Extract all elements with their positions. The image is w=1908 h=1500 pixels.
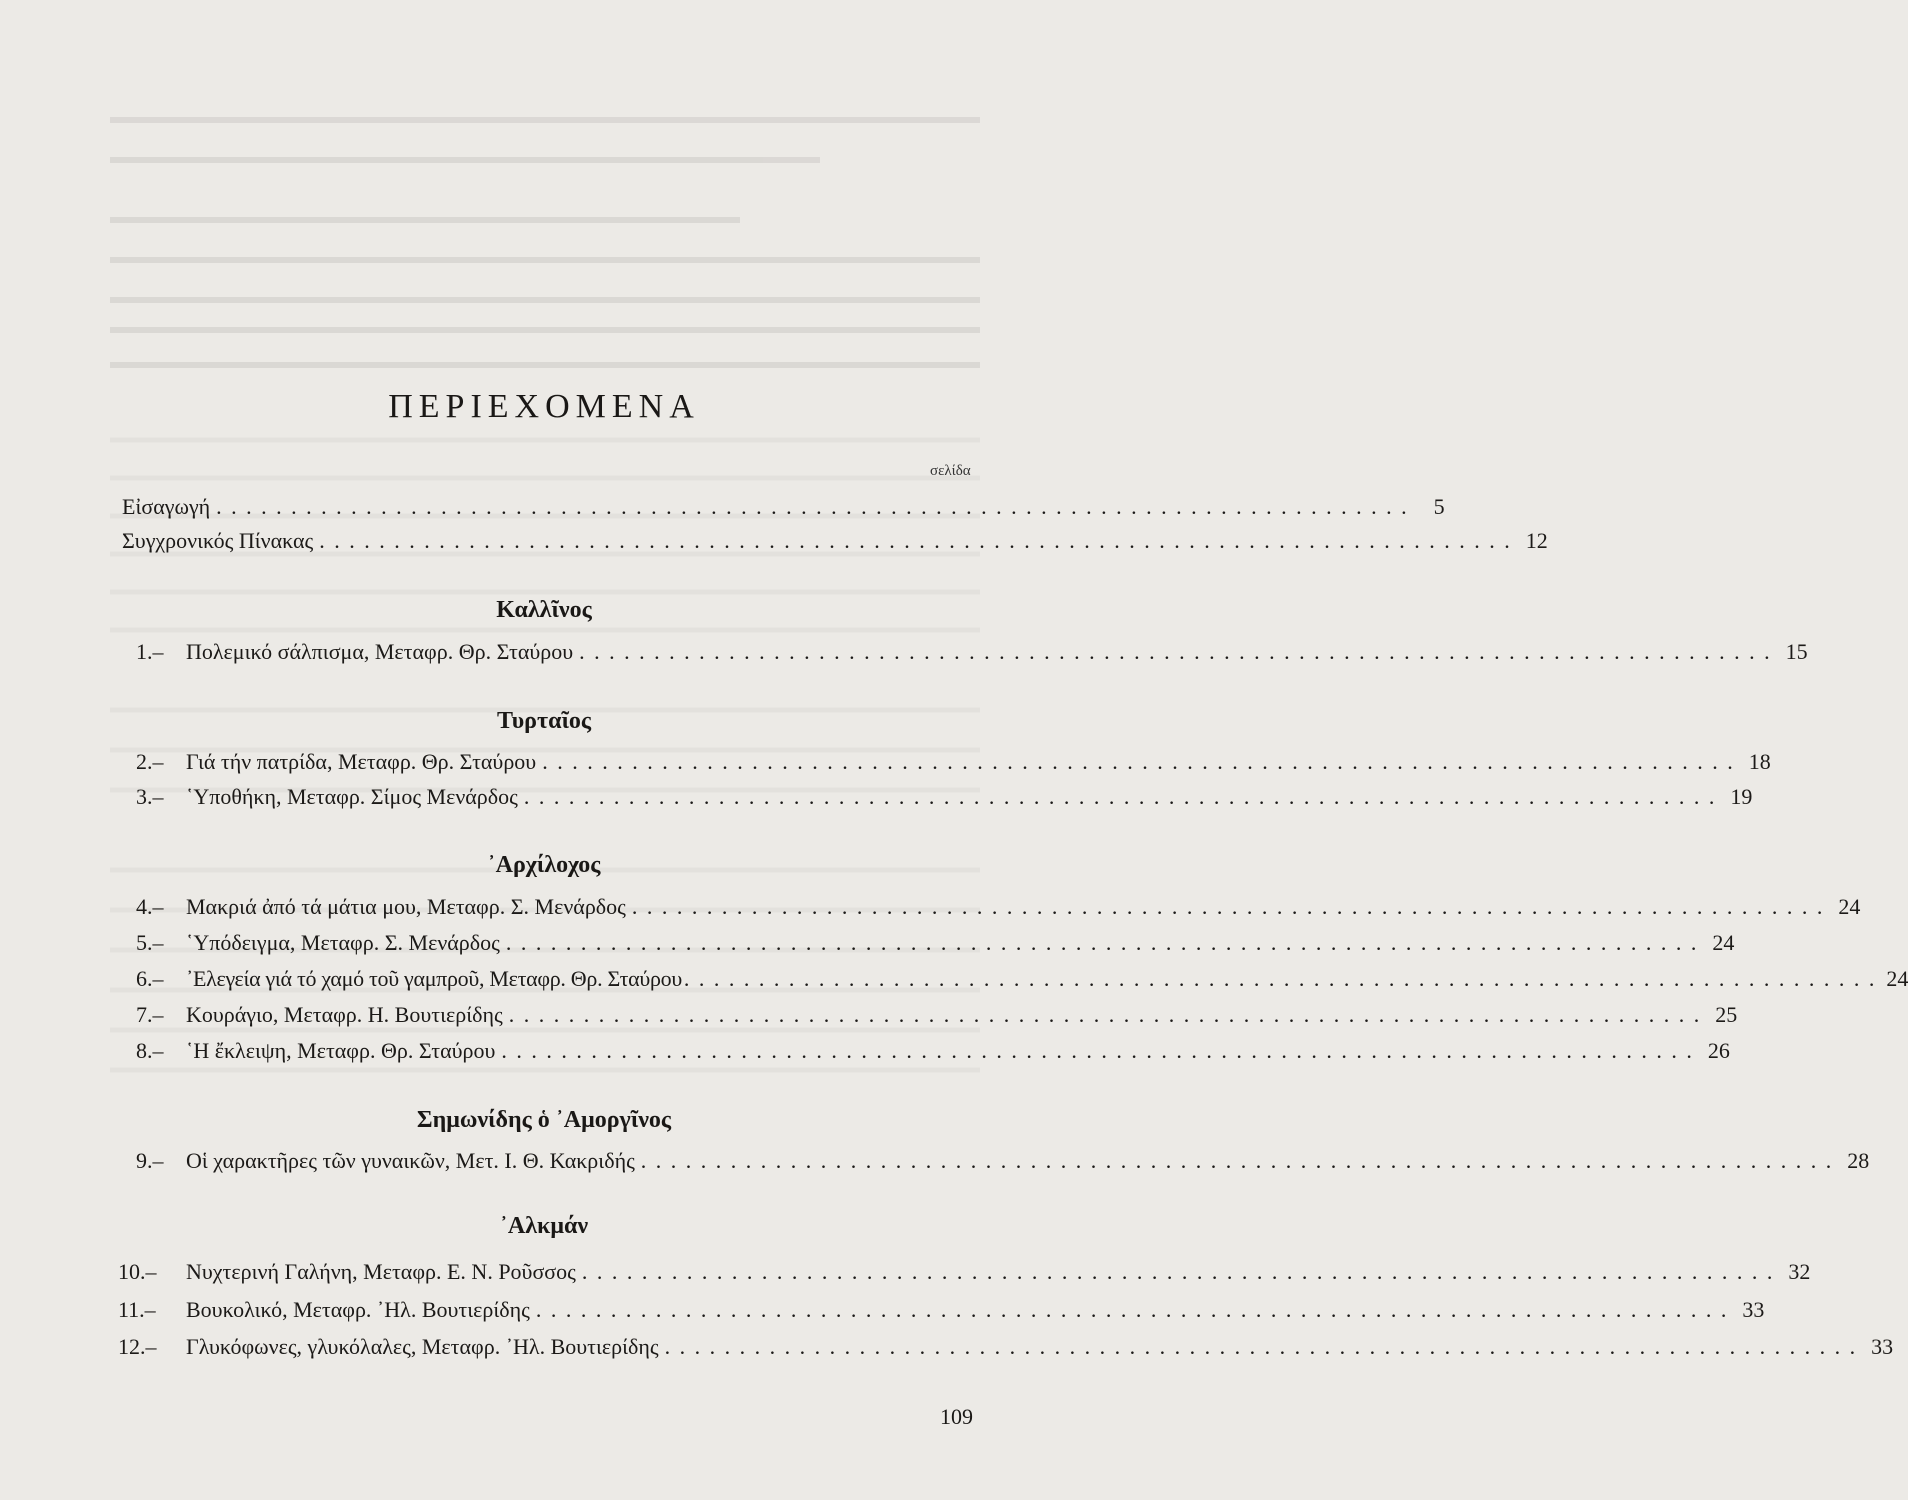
entry-page: 32 xyxy=(1788,1259,1811,1284)
entry-page: 5 xyxy=(1433,494,1445,519)
entry-page: 12 xyxy=(1525,528,1548,553)
page-title: ΠΕΡΙΕΧΟΜΕΝΑ xyxy=(388,388,700,425)
entry-title: Βουκολικό, Μεταφρ. ᾿Ηλ. Βουτιερίδης xyxy=(186,1297,530,1322)
entry-title: ῾Υπόδειγμα, Μεταφρ. Σ. Μενάρδος xyxy=(186,930,500,955)
entry-number: 4.– xyxy=(136,894,164,919)
entry-title: Εἰσαγωγή xyxy=(122,494,211,519)
entry-title: Πολεμικό σάλπισμα, Μεταφρ. Θρ. Σταύρου xyxy=(186,639,574,664)
toc-entry[interactable] xyxy=(136,636,1808,668)
dot-leader: . . . . . . . . . . . . . . . . . . . . . . . . . . . . . . . . . . . . . . . . . . . . . . . . . . . . . . . . . . . . . . . . . . . . . . . . . . . . . . . . xyxy=(505,930,1699,955)
dot-leader: . . . . . . . . . . . . . . . . . . . . . . . . . . . . . . . . . . . . . . . . . . . . . . . . . . . . . . . . . . . . . . . . . . . . . . . . . . . . . . . . xyxy=(508,1002,1702,1027)
entry-title: Οἱ χαρακτῆρες τῶν γυναικῶν, Μετ. Ι. Θ. Κακριδής xyxy=(186,1148,635,1173)
entry-title: Γιά τήν πατρίδα, Μεταφρ. Θρ. Σταύρου xyxy=(186,749,537,774)
dot-leader: . . . . . . . . . . . . . . . . . . . . . . . . . . . . . . . . . . . . . . . . . . . . . . . . . . . . . . . . . . . . . . . . . . . . . . . . . . . . . . . . xyxy=(581,1259,1775,1284)
section-heading: ᾿Αρχίλοχος xyxy=(487,852,601,878)
entry-number: 5.– xyxy=(136,930,164,955)
dot-leader: . . . . . . . . . . . . . . . . . . . . . . . . . . . . . . . . . . . . . . . . . . . . . . . . . . . . . . . . . . . . . . . . . . . . . . . . . . . . . . . . xyxy=(319,528,1512,553)
section-heading: Καλλῖνος xyxy=(496,597,592,623)
entry-number: 7.– xyxy=(136,1002,164,1027)
entry-title: Κουράγιο, Μεταφρ. Η. Βουτιερίδης xyxy=(186,1002,503,1027)
entry-number: 6.– xyxy=(136,966,164,991)
entry-title: ᾿Ελεγεία γιά τό χαμό τοῦ γαμπροῦ, Μεταφρ. Θρ. Σταύρου xyxy=(186,966,682,991)
dot-leader: . . . . . . . . . . . . . . . . . . . . . . . . . . . . . . . . . . . . . . . . . . . . . . . . . . . . . . . . . . . . . . . . . . . . . . . . . . . . . . . . xyxy=(664,1334,1858,1359)
toc-entry[interactable] xyxy=(136,1035,1730,1067)
entry-number: 10.– xyxy=(118,1259,157,1284)
entry-number: 3.– xyxy=(136,784,164,809)
entry-page: 26 xyxy=(1707,1038,1730,1063)
section-heading: Σημωνίδης ὁ ᾿Αμοργῖνος xyxy=(416,1107,672,1133)
entry-title: Συγχρονικός Πίνακας xyxy=(122,528,314,553)
toc-entry[interactable] xyxy=(136,963,1908,995)
entry-page: 15 xyxy=(1785,639,1808,664)
dot-leader: . . . . . . . . . . . . . . . . . . . . . . . . . . . . . . . . . . . . . . . . . . . . . . . . . . . . . . . . . . . . . . . . . . . . . . . . . . . . . . . . xyxy=(579,639,1772,664)
toc-entry[interactable] xyxy=(136,746,1771,778)
dot-leader: . . . . . . . . . . . . . . . . . . . . . . . . . . . . . . . . . . . . . . . . . . . . . . . . . . . . . . . . . . . . . . . . . . . . . . . . . . . . . . . . xyxy=(216,494,1409,519)
entry-page: 24 xyxy=(1838,894,1861,919)
section-heading: Τυρταῖος xyxy=(496,708,592,734)
entry-page: 18 xyxy=(1748,749,1771,774)
toc-entry[interactable] xyxy=(136,891,1861,923)
entry-number: 8.– xyxy=(136,1038,164,1063)
dot-leader: . . . . . . . . . . . . . . . . . . . . . . . . . . . . . . . . . . . . . . . . . . . . . . . . . . . . . . . . . . . . . . . . . . . . . . . . . . . . . . . . xyxy=(683,966,1877,991)
toc-entry[interactable] xyxy=(118,1331,1894,1363)
toc-entry[interactable] xyxy=(122,491,1445,523)
page-column-label: σελίδα xyxy=(930,463,971,479)
toc-entry[interactable] xyxy=(122,525,1548,557)
dot-leader: . . . . . . . . . . . . . . . . . . . . . . . . . . . . . . . . . . . . . . . . . . . . . . . . . . . . . . . . . . . . . . . . . . . . . . . . . . . . . . . . xyxy=(631,894,1825,919)
entry-title: ῾Υποθήκη, Μεταφρ. Σίμος Μενάρδος xyxy=(186,784,518,809)
entry-page: 19 xyxy=(1730,784,1753,809)
toc-entry[interactable] xyxy=(136,781,1753,813)
entry-page: 28 xyxy=(1847,1148,1870,1173)
entry-number: 11.– xyxy=(118,1297,156,1322)
dot-leader: . . . . . . . . . . . . . . . . . . . . . . . . . . . . . . . . . . . . . . . . . . . . . . . . . . . . . . . . . . . . . . . . . . . . . . . . . . . . . . . . xyxy=(640,1148,1834,1173)
entry-number: 9.– xyxy=(136,1148,164,1173)
section-heading: ᾿Αλκμάν xyxy=(499,1213,589,1239)
entry-page: 24 xyxy=(1886,966,1908,991)
entry-title: Νυχτερινή Γαλήνη, Μεταφρ. Ε. Ν. Ροῦσσος xyxy=(186,1259,576,1284)
toc-entry[interactable] xyxy=(118,1294,1765,1326)
toc-entry[interactable] xyxy=(118,1256,1811,1288)
entry-page: 24 xyxy=(1712,930,1735,955)
entry-title: Γλυκόφωνες, γλυκόλαλες, Μεταφρ. ᾿Ηλ. Βουτιερίδης xyxy=(186,1334,659,1359)
dot-leader: . . . . . . . . . . . . . . . . . . . . . . . . . . . . . . . . . . . . . . . . . . . . . . . . . . . . . . . . . . . . . . . . . . . . . . . . . . . . . . . . xyxy=(535,1297,1729,1322)
entry-number: 12.– xyxy=(118,1334,157,1359)
page-number: 109 xyxy=(940,1404,973,1429)
entry-page: 33 xyxy=(1742,1297,1765,1322)
toc-entry[interactable] xyxy=(136,927,1735,959)
toc-entry[interactable] xyxy=(136,1145,1870,1177)
dot-leader: . . . . . . . . . . . . . . . . . . . . . . . . . . . . . . . . . . . . . . . . . . . . . . . . . . . . . . . . . . . . . . . . . . . . . . . . . . . . . . . . xyxy=(523,784,1717,809)
entry-page: 25 xyxy=(1715,1002,1738,1027)
entry-number: 2.– xyxy=(136,749,164,774)
show-through-texture xyxy=(100,60,1020,400)
entry-title: Μακριά ἀπό τά μάτια μου, Μεταφρ. Σ. Μενάρδος xyxy=(186,894,626,919)
entry-page: 33 xyxy=(1871,1334,1894,1359)
dot-leader: . . . . . . . . . . . . . . . . . . . . . . . . . . . . . . . . . . . . . . . . . . . . . . . . . . . . . . . . . . . . . . . . . . . . . . . . . . . . . . . . xyxy=(501,1038,1694,1063)
entry-number: 1.– xyxy=(136,639,164,664)
toc-entry[interactable] xyxy=(136,999,1738,1031)
dot-leader: . . . . . . . . . . . . . . . . . . . . . . . . . . . . . . . . . . . . . . . . . . . . . . . . . . . . . . . . . . . . . . . . . . . . . . . . . . . . . . . . xyxy=(542,749,1735,774)
entry-title: ῾Η ἔκλειψη, Μεταφρ. Θρ. Σταύρου xyxy=(186,1038,496,1063)
